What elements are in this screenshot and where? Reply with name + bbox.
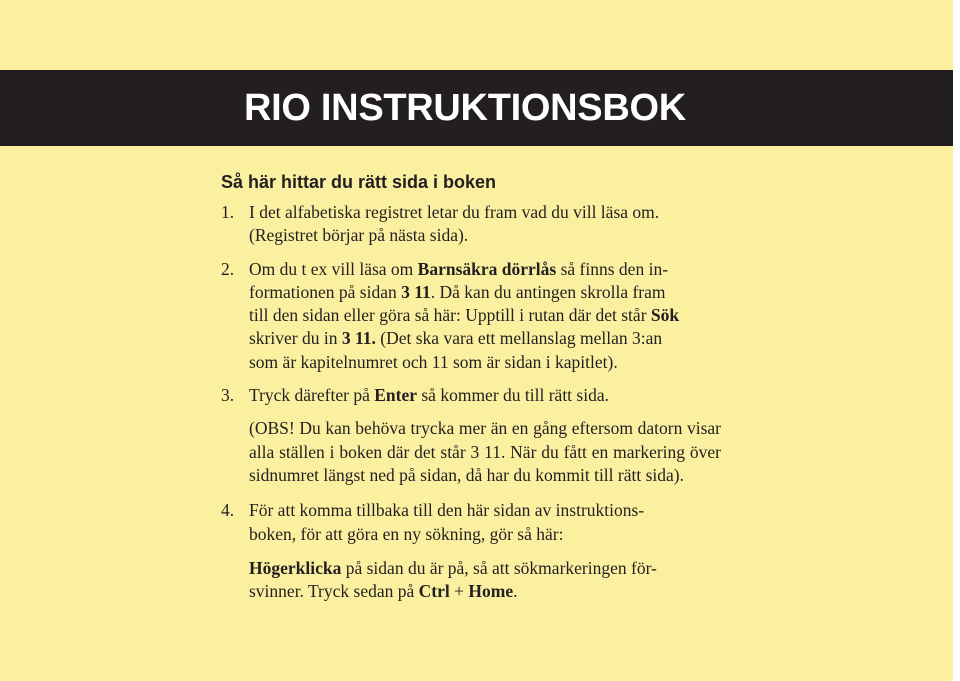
text-run: För att komma tillbaka till den här sidan av instruktions- [249, 500, 645, 521]
step-number: 3. [221, 385, 235, 406]
instruction-list [221, 201, 721, 603]
step-text [249, 384, 721, 407]
bold-term: Ctrl [418, 581, 450, 602]
step-4 [221, 499, 721, 603]
step-number: 4. [221, 500, 235, 521]
step-number: 2. [221, 258, 235, 279]
text-run: I det alfabetiska registret letar du fram vad du vill läsa om. [249, 202, 660, 222]
text-run: så kommer du till rätt sida. [417, 385, 609, 406]
section-heading: Så här hittar du rätt sida i boken [221, 172, 497, 192]
text-run: så finns den in- [556, 258, 669, 279]
step-2 [221, 258, 721, 374]
bold-term: Barnsäkra dörrlås [417, 258, 557, 279]
step-1 [221, 201, 721, 248]
bold-term: Sök [650, 305, 680, 326]
bold-term: Home [468, 581, 514, 602]
text-run: Tryck därefter på [249, 385, 375, 406]
text-run: + [449, 581, 469, 602]
step-extra [249, 557, 721, 604]
bold-term: 3 11 [401, 281, 431, 302]
text-run: till den sidan eller göra så här: Upptill i rutan där det står [249, 305, 651, 326]
text-run: på sidan du är på, så att sökmarkeringen för- [341, 557, 657, 578]
text-run: . Då kan du antingen skrolla fram [430, 281, 666, 302]
bold-term: 3 11. [341, 328, 376, 349]
step-text [249, 258, 721, 374]
step-text [249, 201, 721, 248]
text-run: Om du t ex vill läsa om [249, 258, 418, 279]
text-run: formationen på sidan [249, 281, 402, 302]
text-run: som är kapitelnumret och 11 som är sidan i kapitlet). [249, 351, 618, 372]
step-text [249, 499, 721, 546]
text-run: (Registret börjar på nästa sida). [249, 225, 469, 246]
text-run: skriver du in [249, 328, 342, 349]
text-run: (Det ska vara ett mellanslag mellan 3:an [375, 328, 663, 349]
text-run: svinner. Tryck sedan på [249, 581, 419, 602]
text-run: . [513, 581, 518, 602]
step-3 [221, 384, 721, 487]
step-number: 1. [221, 202, 235, 222]
obs-note: (OBS! Du kan behöva trycka mer än en gång eftersom datorn visar alla ställen i boken där det står 3 11. När du fått en markering över sidnumret längst ned på sidan, då har du kommit till rätt sida). [249, 418, 721, 485]
bold-term: Enter [374, 385, 417, 406]
document-title: RIO INSTRUKTIONSBOK [244, 87, 686, 129]
bold-term: Högerklicka [249, 557, 342, 578]
text-run: boken, för att göra en ny sökning, gör så här: [249, 523, 564, 544]
